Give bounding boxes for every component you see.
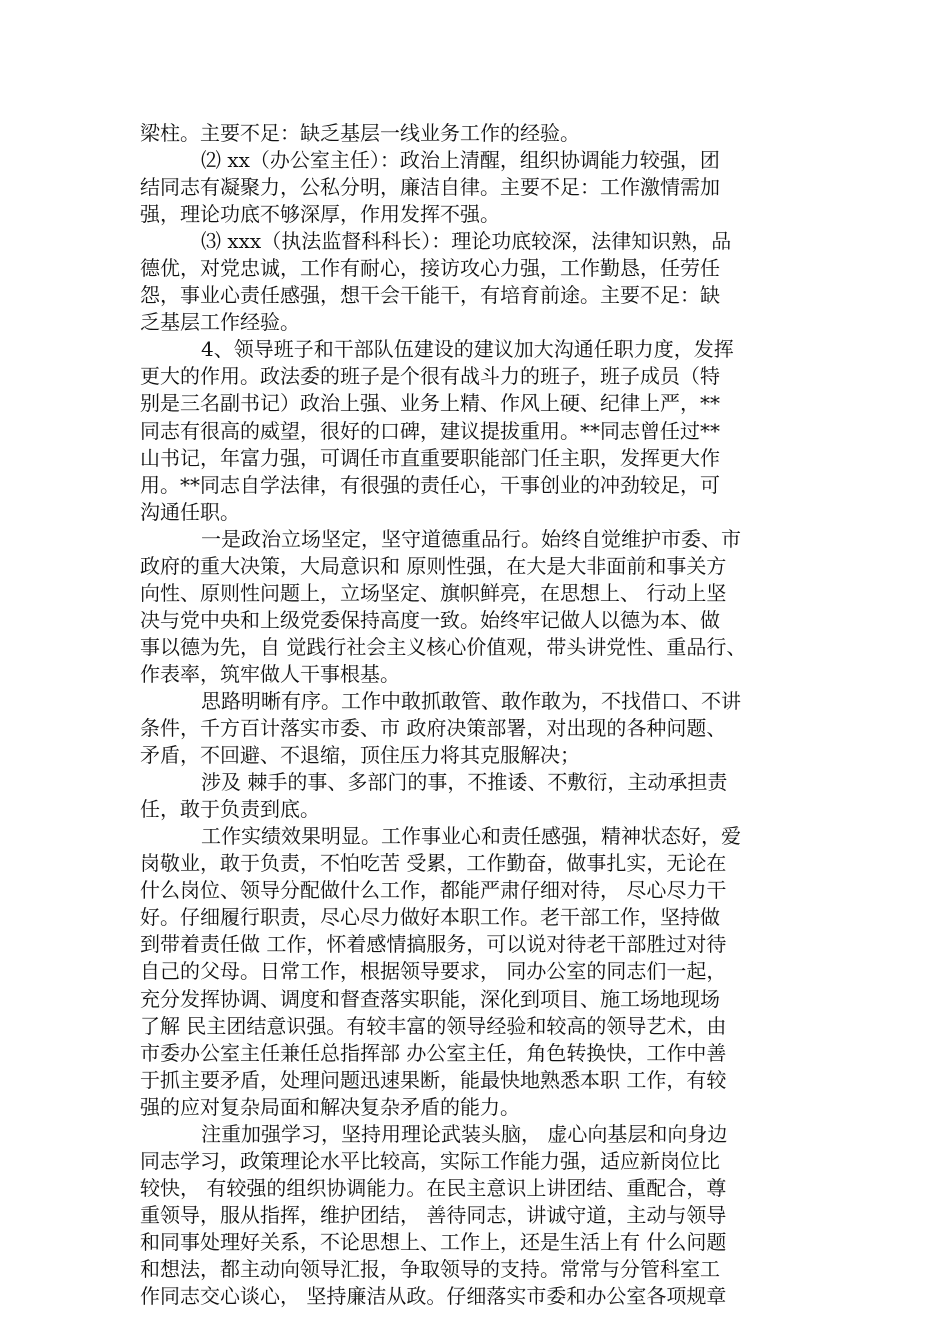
text-line: 什么岗位、领导分配做什么工作，都能严肃仔细对待， 尽心尽力干	[140, 878, 727, 903]
text-line: 事以德为先，自 觉践行社会主义核心价值观，带头讲党性、重品行、	[140, 634, 747, 659]
text-line: 德优，对党忠诚，工作有耐心，接访攻心力强，工作勤恳，任劳任	[140, 256, 720, 281]
text-line: 强的应对复杂局面和解决复杂矛盾的能力。	[140, 1094, 520, 1119]
text-line: 政府的重大决策，大局意识和 原则性强，在大是大非面前和事关方	[140, 553, 727, 578]
text-line: 自己的父母。日常工作，根据领导要求， 同办公室的同志们一起，	[140, 959, 727, 984]
text-line: 较快， 有较强的组织协调能力。在民主意识上讲团结、重配合，尊	[140, 1175, 727, 1200]
text-line: 了解 民主团结意识强。有较丰富的领导经验和较高的领导艺术，由	[140, 1013, 727, 1038]
text-line: 矛盾，不回避、不退缩，顶住压力将其克服解决；	[140, 743, 580, 768]
text-line: 沟通任职。	[140, 499, 240, 524]
text-line: 好。仔细履行职责，尽心尽力做好本职工作。老干部工作，坚持做	[140, 905, 720, 930]
document-body	[0, 120, 950, 1310]
text-line: 梁柱。主要不足：缺乏基层一线业务工作的经验。	[140, 121, 580, 145]
paragraph-first-line: 4、领导班子和干部队伍建设的建议加大沟通任职力度，发挥	[201, 337, 734, 362]
text-line: 岗敬业，敢于负责，不怕吃苦 受累，工作勤奋，做事扎实，无论在	[140, 851, 727, 876]
paragraph-first-line: ⑵ xx（办公室主任）：政治上清醒，组织协调能力较强，团	[201, 148, 720, 173]
paragraph-first-line: ⑶ xxx（执法监督科科长）：理论功底较深，法律知识熟，品	[201, 229, 732, 254]
paragraph-first-line: 一是政治立场坚定，坚守道德重品行。始终自觉维护市委、市	[201, 526, 741, 551]
text-line: 市委办公室主任兼任总指挥部 办公室主任，角色转换快，工作中善	[140, 1040, 727, 1065]
text-line: 重领导，服从指挥，维护团结， 善待同志，讲诚守道，主动与领导	[140, 1202, 727, 1227]
text-line: 向性、原则性问题上，立场坚定、旗帜鲜亮，在思想上、 行动上坚	[140, 580, 727, 605]
text-line: 同志有很高的威望，很好的口碑，建议提拔重用。**同志曾任过**	[140, 418, 720, 443]
text-line: 用。**同志自学法律，有很强的责任心，干事创业的冲劲较足，可	[140, 472, 720, 497]
text-line: 结同志有凝聚力，公私分明，廉洁自律。主要不足：工作激情需加	[140, 175, 720, 200]
text-line: 怨，事业心责任感强，想干会干能干，有培育前途。主要不足：缺	[140, 283, 720, 308]
text-line: 任，敢于负责到底。	[140, 797, 320, 822]
text-line: 条件，千方百计落实市委、市 政府决策部署，对出现的各种问题、	[140, 716, 727, 741]
text-line: 同志学习，政策理论水平比较高，实际工作能力强，适应新岗位比	[140, 1148, 720, 1173]
paragraph-first-line: 工作实绩效果明显。工作事业心和责任感强，精神状态好，爱	[201, 824, 741, 849]
text-line: 更大的作用。政法委的班子是个很有战斗力的班子，班子成员（特	[140, 364, 720, 389]
text-line: 作同志交心谈心， 坚持廉洁从政。仔细落实市委和办公室各项规章	[140, 1284, 727, 1309]
text-line: 作表率，筑牢做人干事根基。	[140, 661, 400, 686]
text-line: 强，理论功底不够深厚，作用发挥不强。	[140, 202, 500, 227]
text-line: 别是三名副书记）政治上强、业务上精、作风上硬、纪律上严，**	[140, 391, 720, 416]
paragraph-first-line: 思路明晰有序。工作中敢抓敢管、敢作敢为，不找借口、不讲	[201, 688, 741, 713]
text-line: 决与党中央和上级党委保持高度一致。始终牢记做人以德为本、做	[140, 607, 720, 632]
text-line: 和同事处理好关系，不论思想上、工作上，还是生活上有 什么问题	[140, 1229, 727, 1254]
text-line: 乏基层工作经验。	[140, 310, 300, 335]
text-line: 到带着责任做 工作，怀着感情搞服务，可以说对待老干部胜过对待	[140, 932, 727, 957]
text-line: 于抓主要矛盾，处理问题迅速果断，能最快地熟悉本职 工作，有较	[140, 1067, 727, 1092]
paragraph-first-line: 涉及 棘手的事、多部门的事，不推诿、不敷衍，主动承担责	[201, 770, 728, 795]
text-line: 充分发挥协调、调度和督查落实职能，深化到项目、施工场地现场	[140, 986, 720, 1011]
text-line: 和想法，都主动向领导汇报，争取领导的支持。常常与分管科室工	[140, 1256, 720, 1281]
paragraph-first-line: 注重加强学习，坚持用理论武装头脑， 虚心向基层和向身边	[201, 1121, 728, 1146]
text-line: 山书记，年富力强，可调任市直重要职能部门任主职，发挥更大作	[140, 445, 720, 470]
